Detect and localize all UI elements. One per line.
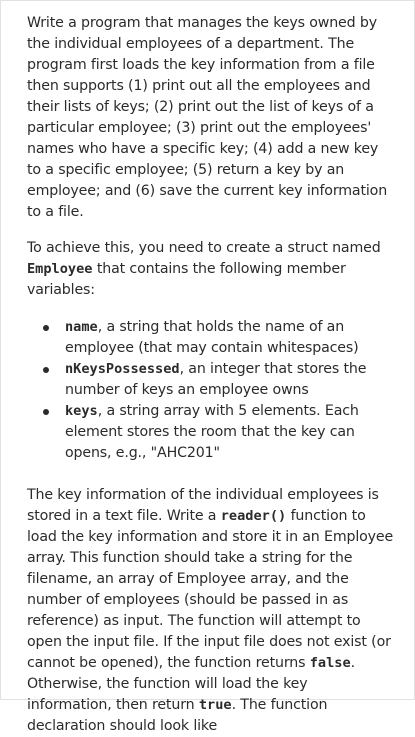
member-code: nKeysPossessed (65, 361, 180, 377)
list-item-name (65, 317, 396, 359)
member-description: , a string that holds the name of an employee (that may contain whitespaces) (65, 319, 359, 356)
false-code: false (309, 655, 351, 671)
bullet-icon (43, 409, 49, 415)
bullet-icon (43, 325, 49, 331)
struct-paragraph (27, 238, 396, 301)
reader-text-2: function to load the key information and store it in an Employee array. This function should take a string for the filename, an array of Employee array, and the number of employees (should be passed in as reference) as input. The function will attempt to open the input file. If the input file does not exist (or cannot be opened), the function returns (27, 508, 394, 671)
intro-paragraph: Write a program that manages the keys owned by the individual employees of a department. The program first loads the key information from a file then supports (1) print out all the employees and their lists of keys; (2) print out the list of keys of a particular employee; (3) print out the employees' names who have a specific key; (4) add a new key to a specific employee; (5) return a key by an employee; and (6) save the current key information to a file. (27, 15, 388, 220)
struct-name-code: Employee (27, 261, 93, 277)
bullet-icon (43, 367, 49, 373)
member-description: , an integer that stores the number of keys an employee owns (65, 361, 367, 398)
struct-text-before: To achieve this, you need to create a struct named (27, 240, 381, 256)
member-code: name (65, 319, 98, 335)
struct-text-after: that contains the following member variables: (27, 261, 346, 298)
list-item-nkeys (65, 359, 396, 401)
reader-text-1: The key information of the individual employees is stored in a text file. Write a (27, 487, 379, 524)
reader-text-4: . The function declaration should look like (27, 697, 328, 734)
true-code: true (198, 697, 232, 713)
reader-function-code: reader() (220, 508, 287, 524)
reader-text-3: . Otherwise, the function will load the key information, then return (27, 655, 356, 713)
reader-paragraph (27, 485, 396, 737)
member-list (27, 317, 396, 464)
member-code: keys (65, 403, 98, 419)
member-description: , a string array with 5 elements. Each element stores the room that the key can opens, e.g., "AHC201" (65, 403, 359, 461)
list-item-keys (65, 401, 396, 464)
